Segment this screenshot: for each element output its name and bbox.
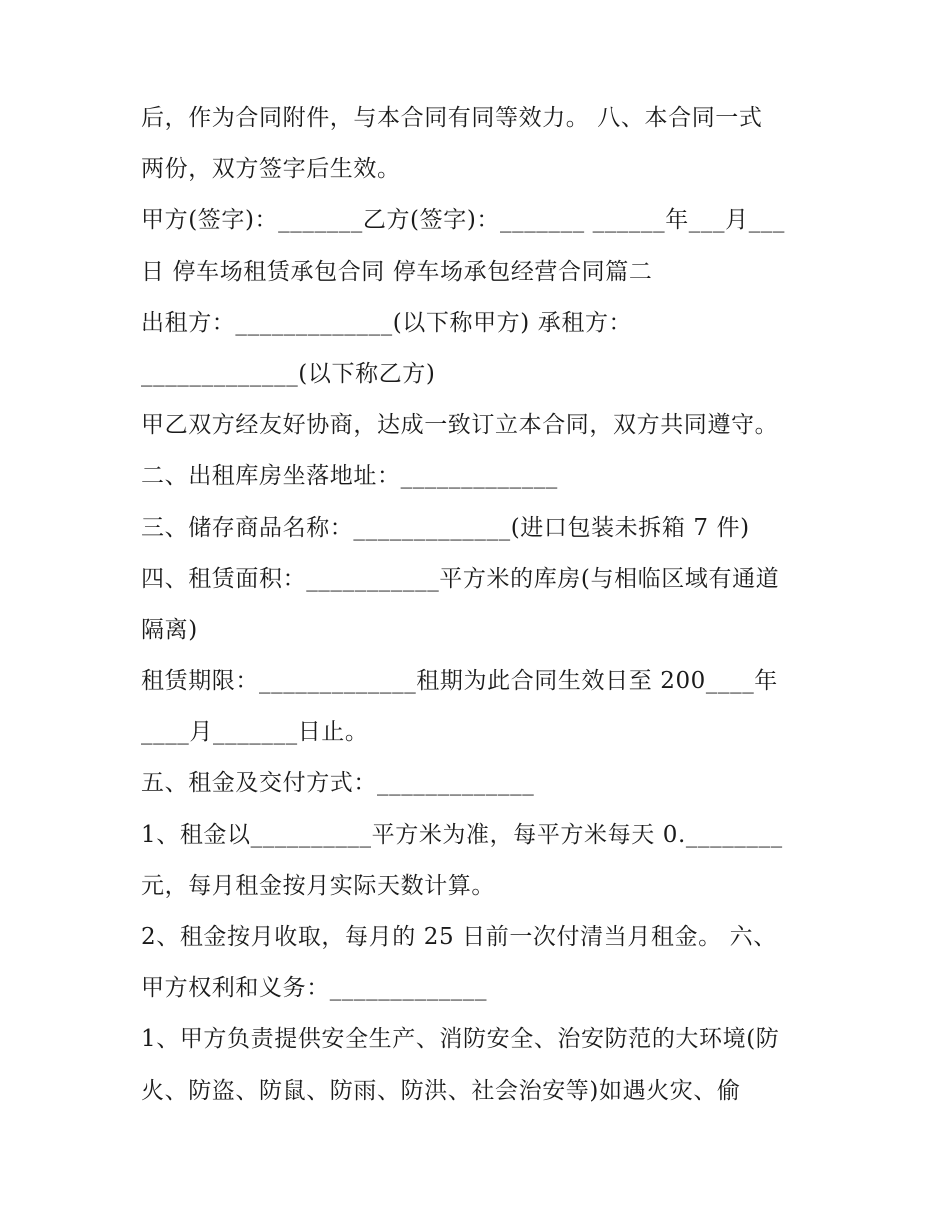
clause-address: 二、出租库房坐落地址：_____________ <box>141 463 558 490</box>
text-line: 火、防盗、防鼠、防雨、防洪、社会治安等)如遇火灾、偷 <box>141 1077 741 1104</box>
text-line: 元，每月租金按月实际天数计算。 <box>141 872 495 899</box>
text-line: 甲乙双方经友好协商，达成一致订立本合同，双方共同遵守。 <box>141 412 779 439</box>
text-line: ____月_______日止。 <box>141 719 369 746</box>
party-a-item-1: 1、甲方负责提供安全生产、消防安全、治安防范的大环境(防 <box>141 1026 780 1053</box>
clause-party-a-rights: 甲方权利和义务：_____________ <box>141 975 488 1002</box>
signature-line: 甲方(签字)：_______乙方(签字)：_______ ______年___月___ <box>141 207 786 234</box>
clause-goods: 三、储存商品名称：_____________(进口包装未拆箱 7 件) <box>141 514 750 541</box>
rent-item-1: 1、租金以__________平方米为准，每平方米每天 0.________ <box>141 821 783 848</box>
clause-term: 租赁期限：_____________租期为此合同生效日至 200____年 <box>141 668 778 695</box>
text-line: 后，作为合同附件，与本合同有同等效力。 八、本合同一式 <box>141 105 763 131</box>
text-line: 两份，双方签字后生效。 <box>141 156 401 183</box>
text-line: 隔离) <box>141 616 198 643</box>
clause-rent: 五、租金及交付方式：_____________ <box>141 770 535 797</box>
text-line: 日 停车场租赁承包合同 停车场承包经营合同篇二 <box>141 258 653 285</box>
rent-item-2: 2、租金按月收取，每月的 25 日前一次付清当月租金。 六、 <box>141 924 777 950</box>
document-body <box>141 106 821 1130</box>
lessee-line: _____________(以下称乙方) <box>141 360 436 387</box>
clause-area: 四、租赁面积：___________平方米的库房(与相临区域有通道 <box>141 565 780 592</box>
lessor-line: 出租方：_____________(以下称甲方) 承租方： <box>141 309 633 336</box>
